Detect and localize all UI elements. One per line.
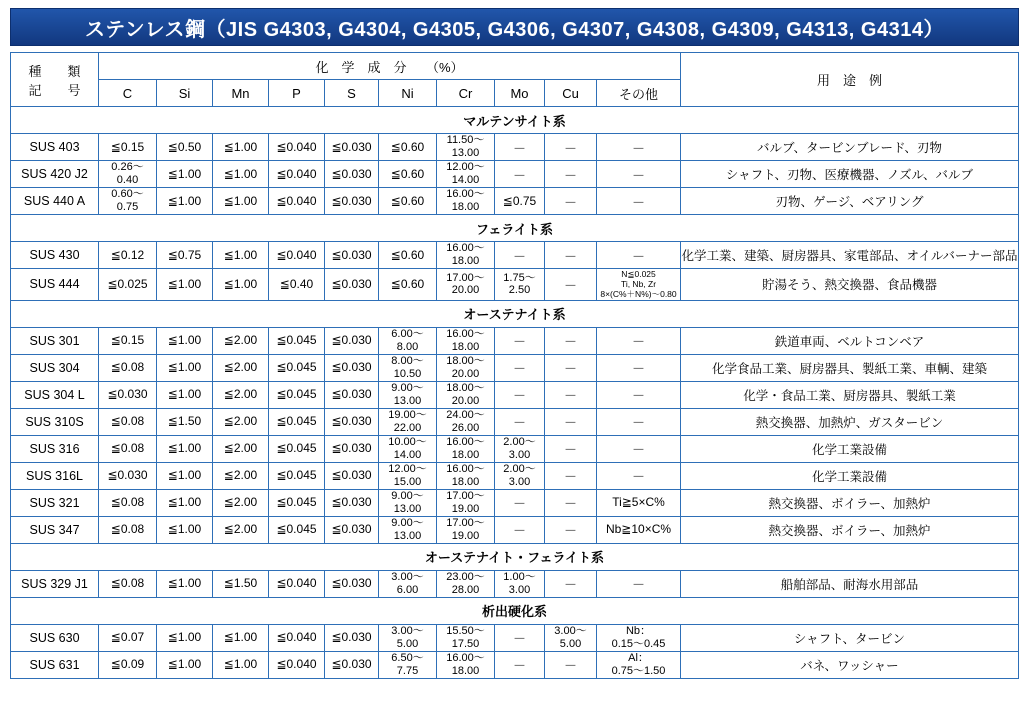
table-row: [11, 462, 1019, 489]
composition-cell: －: [545, 381, 597, 408]
composition-cell: －: [495, 161, 545, 188]
composition-cell: N≦0.025 Ti, Nb, Zr 8×(C%＋N%)～0.80: [597, 269, 681, 301]
composition-cell: 16.00～ 18.00: [437, 188, 495, 215]
composition-cell: ≦0.045: [269, 435, 325, 462]
table-row: [11, 624, 1019, 651]
table-row: [11, 651, 1019, 678]
usage-cell: 貯湯そう、熱交換器、食品機器: [681, 269, 1019, 301]
table-row: [11, 570, 1019, 597]
table-row: [11, 516, 1019, 543]
composition-cell: －: [545, 269, 597, 301]
composition-cell: ≦0.040: [269, 161, 325, 188]
composition-cell: ≦0.030: [99, 462, 157, 489]
composition-cell: ≦0.040: [269, 624, 325, 651]
header-kind-line1: 種 類: [28, 63, 81, 79]
header-element-mn: Mn: [213, 80, 269, 107]
composition-cell: Nb： 0.15～0.45: [597, 624, 681, 651]
usage-cell: 化学工業設備: [681, 435, 1019, 462]
table-row: [11, 489, 1019, 516]
composition-cell: －: [597, 381, 681, 408]
table-row: [11, 134, 1019, 161]
composition-cell: 16.00～ 18.00: [437, 242, 495, 269]
usage-cell: 化学工業設備: [681, 462, 1019, 489]
composition-cell: ≦0.08: [99, 516, 157, 543]
table-row: [11, 327, 1019, 354]
composition-cell: ≦0.07: [99, 624, 157, 651]
composition-cell: ≦0.15: [99, 327, 157, 354]
composition-cell: ≦1.50: [157, 408, 213, 435]
page-title: ステンレス鋼（JIS G4303, G4304, G4305, G4306, G4307, G4308, G4309, G4313, G4314）: [85, 18, 944, 41]
composition-cell: ≦0.045: [269, 489, 325, 516]
composition-cell: ≦0.08: [99, 408, 157, 435]
composition-cell: ≦1.00: [213, 624, 269, 651]
composition-cell: 23.00～ 28.00: [437, 570, 495, 597]
composition-cell: －: [597, 354, 681, 381]
composition-cell: ≦0.030: [99, 381, 157, 408]
composition-cell: ≦0.040: [269, 651, 325, 678]
usage-cell: 熱交換器、ボイラー、加熱炉: [681, 489, 1019, 516]
composition-cell: －: [545, 408, 597, 435]
header-element-ni: Ni: [379, 80, 437, 107]
composition-cell: 9.00～ 13.00: [379, 489, 437, 516]
composition-cell: ≦0.040: [269, 188, 325, 215]
composition-cell: －: [495, 134, 545, 161]
composition-cell: ≦0.60: [379, 242, 437, 269]
composition-cell: ≦1.00: [213, 161, 269, 188]
composition-cell: 16.00～ 18.00: [437, 651, 495, 678]
composition-cell: ≦1.00: [157, 327, 213, 354]
steel-grade-cell: SUS 304 L: [11, 381, 99, 408]
steel-grade-cell: SUS 430: [11, 242, 99, 269]
composition-cell: ≦1.00: [157, 381, 213, 408]
group-row: [11, 597, 1019, 624]
usage-cell: 船舶部品、耐海水用部品: [681, 570, 1019, 597]
composition-cell: －: [545, 570, 597, 597]
group-label: フェライト系: [11, 215, 1019, 242]
composition-cell: －: [545, 462, 597, 489]
composition-cell: ≦0.030: [325, 381, 379, 408]
composition-cell: 17.00～ 19.00: [437, 489, 495, 516]
composition-cell: －: [545, 242, 597, 269]
composition-cell: ≦0.030: [325, 651, 379, 678]
composition-cell: ≦0.045: [269, 462, 325, 489]
composition-cell: 18.00～ 20.00: [437, 354, 495, 381]
group-label: オーステナイト系: [11, 300, 1019, 327]
usage-cell: 化学食品工業、厨房器具、製紙工業、車輌、建築: [681, 354, 1019, 381]
composition-cell: －: [597, 435, 681, 462]
composition-cell: 0.26～ 0.40: [99, 161, 157, 188]
composition-cell: 1.00～ 3.00: [495, 570, 545, 597]
table-row: [11, 161, 1019, 188]
composition-cell: ≦1.00: [213, 651, 269, 678]
group-row: [11, 107, 1019, 134]
composition-cell: －: [495, 408, 545, 435]
header-element-c: C: [99, 80, 157, 107]
composition-cell: ≦0.50: [157, 134, 213, 161]
composition-cell: ≦0.60: [379, 134, 437, 161]
composition-cell: ≦1.00: [157, 651, 213, 678]
composition-cell: ≦0.030: [325, 269, 379, 301]
composition-cell: －: [545, 354, 597, 381]
composition-cell: ≦1.50: [213, 570, 269, 597]
composition-cell: ≦0.040: [269, 570, 325, 597]
header-element-si: Si: [157, 80, 213, 107]
composition-cell: －: [495, 624, 545, 651]
composition-cell: 17.00～ 20.00: [437, 269, 495, 301]
table-row: [11, 435, 1019, 462]
composition-cell: ≦0.08: [99, 570, 157, 597]
usage-cell: 鉄道車両、ベルトコンベア: [681, 327, 1019, 354]
header-kind-cell: [11, 53, 99, 107]
composition-cell: －: [495, 242, 545, 269]
header-row-top: [11, 53, 1019, 80]
composition-cell: －: [597, 408, 681, 435]
steel-grade-cell: SUS 630: [11, 624, 99, 651]
page-title-bar: [10, 8, 1019, 46]
composition-cell: －: [545, 651, 597, 678]
page-root: [0, 8, 1029, 714]
usage-cell: バネ、ワッシャー: [681, 651, 1019, 678]
composition-cell: ≦2.00: [213, 489, 269, 516]
composition-cell: ≦2.00: [213, 462, 269, 489]
table-row: [11, 188, 1019, 215]
composition-cell: ≦2.00: [213, 435, 269, 462]
composition-cell: ≦1.00: [157, 354, 213, 381]
composition-cell: ≦0.60: [379, 161, 437, 188]
table-row: [11, 354, 1019, 381]
composition-cell: ≦0.030: [325, 624, 379, 651]
composition-cell: －: [597, 188, 681, 215]
composition-cell: ≦0.030: [325, 462, 379, 489]
composition-cell: 3.00～ 5.00: [379, 624, 437, 651]
composition-cell: 18.00～ 20.00: [437, 381, 495, 408]
composition-cell: －: [597, 242, 681, 269]
steel-grade-cell: SUS 420 J2: [11, 161, 99, 188]
usage-cell: シャフト、刃物、医療機器、ノズル、バルブ: [681, 161, 1019, 188]
composition-cell: 0.60～ 0.75: [99, 188, 157, 215]
header-composition: 化 学 成 分 （%）: [99, 53, 681, 80]
composition-cell: ≦0.030: [325, 516, 379, 543]
composition-cell: ≦0.045: [269, 381, 325, 408]
composition-cell: 1.75～ 2.50: [495, 269, 545, 301]
composition-cell: ≦0.045: [269, 516, 325, 543]
composition-cell: ≦2.00: [213, 516, 269, 543]
steel-grade-cell: SUS 403: [11, 134, 99, 161]
composition-cell: ≦0.60: [379, 188, 437, 215]
composition-cell: ≦2.00: [213, 327, 269, 354]
composition-cell: ≦0.040: [269, 242, 325, 269]
composition-cell: ≦1.00: [157, 435, 213, 462]
group-row: [11, 300, 1019, 327]
composition-cell: Nb≧10×C%: [597, 516, 681, 543]
composition-cell: －: [545, 161, 597, 188]
composition-cell: ≦0.030: [325, 354, 379, 381]
composition-cell: ≦0.030: [325, 570, 379, 597]
composition-cell: ≦0.08: [99, 354, 157, 381]
table-row: [11, 242, 1019, 269]
usage-cell: シャフト、タービン: [681, 624, 1019, 651]
usage-cell: バルブ、タービンブレード、刃物: [681, 134, 1019, 161]
composition-cell: ≦0.75: [495, 188, 545, 215]
composition-cell: －: [545, 489, 597, 516]
composition-cell: －: [597, 134, 681, 161]
header-element-cr: Cr: [437, 80, 495, 107]
composition-cell: 8.00～ 10.50: [379, 354, 437, 381]
table-row: [11, 269, 1019, 301]
composition-cell: ≦0.09: [99, 651, 157, 678]
composition-cell: ≦0.030: [325, 327, 379, 354]
group-row: [11, 215, 1019, 242]
group-label: オーステナイト・フェライト系: [11, 543, 1019, 570]
composition-cell: －: [495, 651, 545, 678]
header-element-s: S: [325, 80, 379, 107]
composition-cell: 3.00～ 6.00: [379, 570, 437, 597]
composition-cell: ≦1.00: [213, 188, 269, 215]
steel-grade-cell: SUS 316L: [11, 462, 99, 489]
composition-cell: ≦0.030: [325, 435, 379, 462]
composition-cell: ≦2.00: [213, 381, 269, 408]
composition-cell: ≦0.045: [269, 327, 325, 354]
header-element-cu: Cu: [545, 80, 597, 107]
composition-cell: ≦0.40: [269, 269, 325, 301]
usage-cell: 熱交換器、ボイラー、加熱炉: [681, 516, 1019, 543]
usage-cell: 化学工業、建築、厨房器具、家電部品、オイルバーナー部品: [681, 242, 1019, 269]
composition-cell: ≦1.00: [157, 516, 213, 543]
composition-cell: 16.00～ 18.00: [437, 435, 495, 462]
steel-grade-cell: SUS 444: [11, 269, 99, 301]
composition-cell: ≦0.08: [99, 489, 157, 516]
steel-grade-cell: SUS 631: [11, 651, 99, 678]
composition-cell: 3.00～ 5.00: [545, 624, 597, 651]
composition-cell: －: [597, 161, 681, 188]
composition-cell: 16.00～ 18.00: [437, 462, 495, 489]
composition-cell: ≦0.12: [99, 242, 157, 269]
composition-cell: －: [545, 435, 597, 462]
composition-cell: 24.00～ 26.00: [437, 408, 495, 435]
steel-grade-cell: SUS 301: [11, 327, 99, 354]
usage-cell: 熱交換器、加熱炉、ガスタービン: [681, 408, 1019, 435]
composition-cell: ≦1.00: [157, 462, 213, 489]
composition-cell: ≦1.00: [157, 489, 213, 516]
composition-cell: 19.00～ 22.00: [379, 408, 437, 435]
stainless-steel-table: [10, 52, 1019, 679]
table-row: [11, 381, 1019, 408]
header-element-mo: Mo: [495, 80, 545, 107]
composition-cell: ≦2.00: [213, 354, 269, 381]
composition-cell: －: [597, 327, 681, 354]
composition-cell: ≦1.00: [157, 188, 213, 215]
composition-cell: ≦0.040: [269, 134, 325, 161]
composition-cell: ≦0.045: [269, 408, 325, 435]
table-body: [11, 107, 1019, 679]
composition-cell: ≦1.00: [157, 570, 213, 597]
composition-cell: －: [545, 134, 597, 161]
composition-cell: 15.50～ 17.50: [437, 624, 495, 651]
composition-cell: 12.00～ 14.00: [437, 161, 495, 188]
composition-cell: 17.00～ 19.00: [437, 516, 495, 543]
steel-grade-cell: SUS 329 J1: [11, 570, 99, 597]
composition-cell: ≦0.030: [325, 161, 379, 188]
composition-cell: ≦1.00: [213, 242, 269, 269]
composition-cell: －: [495, 327, 545, 354]
composition-cell: ≦0.75: [157, 242, 213, 269]
composition-cell: 12.00～ 15.00: [379, 462, 437, 489]
composition-cell: －: [495, 354, 545, 381]
steel-grade-cell: SUS 347: [11, 516, 99, 543]
composition-cell: ≦1.00: [157, 161, 213, 188]
composition-cell: －: [545, 188, 597, 215]
composition-cell: ≦0.60: [379, 269, 437, 301]
composition-cell: ≦0.15: [99, 134, 157, 161]
composition-cell: ≦0.030: [325, 242, 379, 269]
composition-cell: Al： 0.75～1.50: [597, 651, 681, 678]
group-row: [11, 543, 1019, 570]
composition-cell: 2.00～ 3.00: [495, 462, 545, 489]
composition-cell: ≦1.00: [213, 269, 269, 301]
composition-cell: ≦0.030: [325, 188, 379, 215]
composition-cell: Ti≧5×C%: [597, 489, 681, 516]
composition-cell: ≦1.00: [157, 269, 213, 301]
composition-cell: 16.00～ 18.00: [437, 327, 495, 354]
composition-cell: 9.00～ 13.00: [379, 516, 437, 543]
steel-grade-cell: SUS 304: [11, 354, 99, 381]
usage-cell: 刃物、ゲージ、ベアリング: [681, 188, 1019, 215]
composition-cell: 9.00～ 13.00: [379, 381, 437, 408]
composition-cell: ≦0.030: [325, 489, 379, 516]
header-element-other: その他: [597, 80, 681, 107]
composition-cell: －: [545, 327, 597, 354]
table-row: [11, 408, 1019, 435]
composition-cell: ≦1.00: [157, 624, 213, 651]
steel-grade-cell: SUS 316: [11, 435, 99, 462]
composition-cell: 6.50～ 7.75: [379, 651, 437, 678]
composition-cell: ≦1.00: [213, 134, 269, 161]
header-element-p: P: [269, 80, 325, 107]
composition-cell: 11.50～ 13.00: [437, 134, 495, 161]
header-usage: 用 途 例: [681, 53, 1019, 107]
composition-cell: ≦2.00: [213, 408, 269, 435]
usage-cell: 化学・食品工業、厨房器具、製紙工業: [681, 381, 1019, 408]
composition-cell: －: [597, 462, 681, 489]
composition-cell: 2.00～ 3.00: [495, 435, 545, 462]
composition-cell: －: [495, 516, 545, 543]
header-kind-line2: 記 号: [28, 82, 81, 98]
composition-cell: ≦0.030: [325, 408, 379, 435]
composition-cell: 10.00～ 14.00: [379, 435, 437, 462]
composition-cell: ≦0.030: [325, 134, 379, 161]
steel-grade-cell: SUS 321: [11, 489, 99, 516]
composition-cell: ≦0.025: [99, 269, 157, 301]
group-label: 析出硬化系: [11, 597, 1019, 624]
composition-cell: ≦0.08: [99, 435, 157, 462]
composition-cell: －: [495, 381, 545, 408]
table-header: [11, 53, 1019, 107]
composition-cell: 6.00～ 8.00: [379, 327, 437, 354]
steel-grade-cell: SUS 310S: [11, 408, 99, 435]
composition-cell: －: [597, 570, 681, 597]
composition-cell: －: [495, 489, 545, 516]
steel-grade-cell: SUS 440 A: [11, 188, 99, 215]
composition-cell: －: [545, 516, 597, 543]
group-label: マルテンサイト系: [11, 107, 1019, 134]
composition-cell: ≦0.045: [269, 354, 325, 381]
